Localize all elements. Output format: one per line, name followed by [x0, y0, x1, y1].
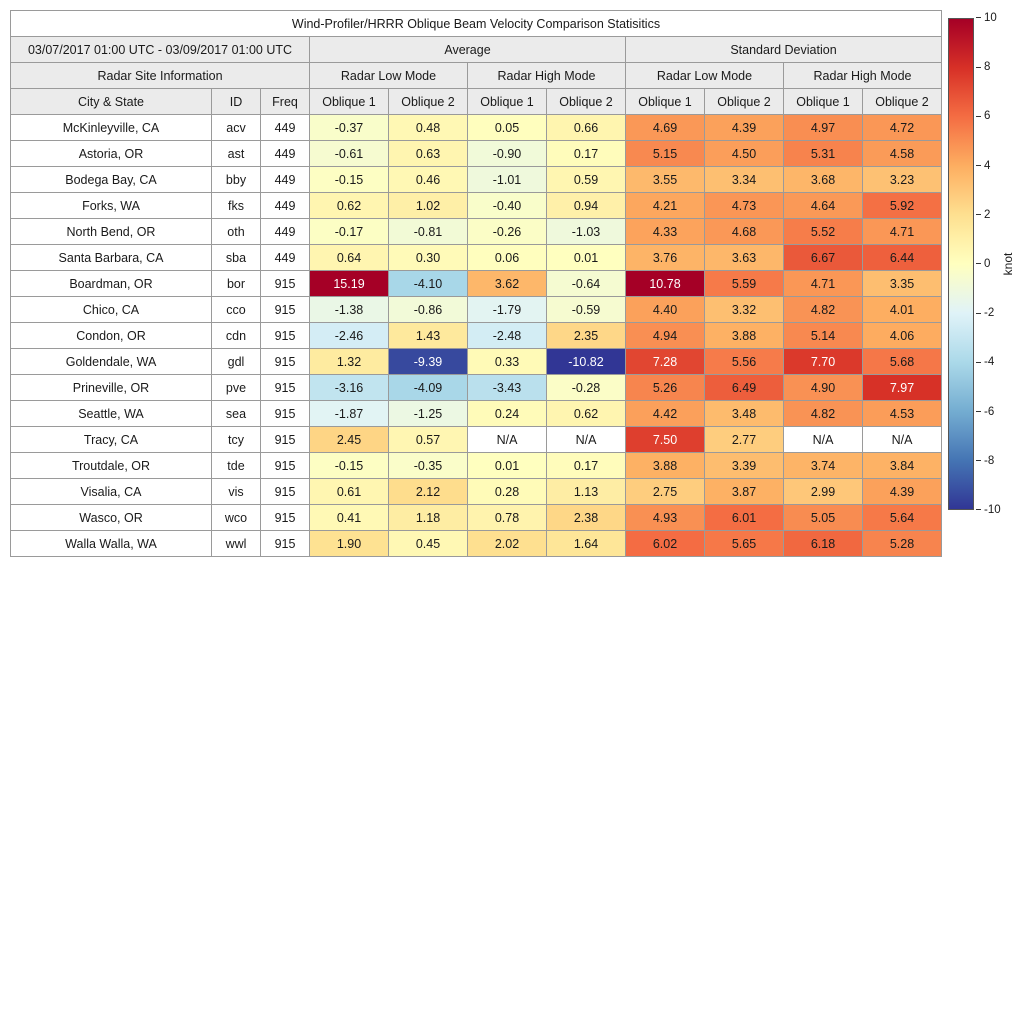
cell-value: 4.21	[626, 193, 705, 219]
column-header-6: Oblique 2	[547, 89, 626, 115]
cell-value: 5.52	[784, 219, 863, 245]
cell-value: 0.94	[547, 193, 626, 219]
column-header-3: Oblique 1	[310, 89, 389, 115]
colorbar-tick-dash	[976, 509, 981, 510]
cell-id: sea	[212, 401, 261, 427]
cell-value: 5.05	[784, 505, 863, 531]
cell-value: 4.82	[784, 401, 863, 427]
cell-value: 2.12	[389, 479, 468, 505]
cell-value: 3.88	[626, 453, 705, 479]
colorbar-tick-label: 0	[984, 258, 991, 270]
cell-value: 5.65	[705, 531, 784, 557]
cell-city: Boardman, OR	[11, 271, 212, 297]
cell-freq: 449	[261, 167, 310, 193]
cell-value: 1.90	[310, 531, 389, 557]
cell-value: -0.40	[468, 193, 547, 219]
cell-city: Prineville, OR	[11, 375, 212, 401]
mode-header-std-high: Radar High Mode	[784, 63, 942, 89]
cell-id: tcy	[212, 427, 261, 453]
cell-value: 4.58	[863, 141, 942, 167]
cell-value: 3.68	[784, 167, 863, 193]
cell-city: Seattle, WA	[11, 401, 212, 427]
cell-value: 0.17	[547, 141, 626, 167]
cell-value: -0.37	[310, 115, 389, 141]
mode-header-std-low: Radar Low Mode	[626, 63, 784, 89]
colorbar-tick-dash	[976, 165, 981, 166]
colorbar-tick	[976, 258, 990, 270]
colorbar-tick-dash	[976, 411, 981, 412]
colorbar-tick-dash	[976, 263, 981, 264]
cell-value: N/A	[468, 427, 547, 453]
cell-value: 4.39	[863, 479, 942, 505]
cell-value: 3.39	[705, 453, 784, 479]
statistics-heatmap-table	[10, 10, 942, 557]
group-header-average: Average	[310, 37, 626, 63]
cell-value: 7.97	[863, 375, 942, 401]
cell-value: -0.26	[468, 219, 547, 245]
cell-city: Bodega Bay, CA	[11, 167, 212, 193]
cell-freq: 915	[261, 505, 310, 531]
cell-id: wco	[212, 505, 261, 531]
cell-value: 2.77	[705, 427, 784, 453]
cell-value: 1.13	[547, 479, 626, 505]
cell-value: 1.18	[389, 505, 468, 531]
cell-value: 4.39	[705, 115, 784, 141]
group-header-row	[11, 37, 942, 63]
cell-value: 7.28	[626, 349, 705, 375]
cell-value: 4.64	[784, 193, 863, 219]
colorbar-tick-dash	[976, 67, 981, 68]
colorbar-tick-dash	[976, 17, 981, 18]
colorbar-tick	[976, 12, 997, 24]
cell-value: -0.17	[310, 219, 389, 245]
cell-value: 0.59	[547, 167, 626, 193]
table-row	[11, 479, 942, 505]
cell-value: 4.69	[626, 115, 705, 141]
colorbar-tick	[976, 209, 990, 221]
colorbar-tick-label: -2	[984, 307, 995, 320]
cell-value: -0.61	[310, 141, 389, 167]
cell-value: 3.48	[705, 401, 784, 427]
column-header-2: Freq	[261, 89, 310, 115]
cell-value: -3.43	[468, 375, 547, 401]
table-row	[11, 271, 942, 297]
colorbar-tick-dash	[976, 313, 981, 314]
cell-city: Santa Barbara, CA	[11, 245, 212, 271]
cell-city: Condon, OR	[11, 323, 212, 349]
cell-value: -0.15	[310, 167, 389, 193]
cell-value: 6.49	[705, 375, 784, 401]
table-row	[11, 115, 942, 141]
colorbar-tick-label: 8	[984, 61, 991, 74]
cell-value: 4.94	[626, 323, 705, 349]
cell-value: 5.92	[863, 193, 942, 219]
cell-city: Wasco, OR	[11, 505, 212, 531]
cell-freq: 915	[261, 297, 310, 323]
cell-city: McKinleyville, CA	[11, 115, 212, 141]
table-row	[11, 141, 942, 167]
cell-value: 4.01	[863, 297, 942, 323]
cell-value: 3.84	[863, 453, 942, 479]
table-row	[11, 193, 942, 219]
cell-value: 4.73	[705, 193, 784, 219]
cell-value: 0.46	[389, 167, 468, 193]
cell-value: 3.34	[705, 167, 784, 193]
cell-freq: 915	[261, 479, 310, 505]
cell-freq: 449	[261, 193, 310, 219]
cell-id: wwl	[212, 531, 261, 557]
cell-value: 5.31	[784, 141, 863, 167]
colorbar-tick-label: 6	[984, 110, 991, 123]
cell-value: 0.01	[468, 453, 547, 479]
cell-city: Walla Walla, WA	[11, 531, 212, 557]
cell-value: 7.70	[784, 349, 863, 375]
mode-header-avg-high: Radar High Mode	[468, 63, 626, 89]
cell-value: 3.88	[705, 323, 784, 349]
group-header-stddev: Standard Deviation	[626, 37, 942, 63]
cell-value: 0.63	[389, 141, 468, 167]
cell-value: 0.05	[468, 115, 547, 141]
cell-value: 2.38	[547, 505, 626, 531]
cell-value: 0.64	[310, 245, 389, 271]
table-row	[11, 375, 942, 401]
colorbar-tick-dash	[976, 460, 981, 461]
cell-freq: 915	[261, 323, 310, 349]
colorbar-tick-label: -4	[984, 356, 995, 369]
cell-value: 3.32	[705, 297, 784, 323]
column-header-10: Oblique 2	[863, 89, 942, 115]
cell-value: 1.32	[310, 349, 389, 375]
colorbar-tick-label: -8	[984, 454, 995, 467]
cell-value: N/A	[863, 427, 942, 453]
cell-value: 4.06	[863, 323, 942, 349]
cell-value: 15.19	[310, 271, 389, 297]
cell-value: 4.50	[705, 141, 784, 167]
cell-freq: 915	[261, 427, 310, 453]
table-row	[11, 427, 942, 453]
cell-value: -0.64	[547, 271, 626, 297]
cell-value: 0.01	[547, 245, 626, 271]
colorbar-tick-dash	[976, 362, 981, 363]
cell-freq: 915	[261, 349, 310, 375]
cell-value: -0.15	[310, 453, 389, 479]
cell-value: 4.68	[705, 219, 784, 245]
cell-value: 4.71	[784, 271, 863, 297]
cell-freq: 915	[261, 271, 310, 297]
cell-value: 5.64	[863, 505, 942, 531]
colorbar-tick-dash	[976, 116, 981, 117]
cell-value: 1.64	[547, 531, 626, 557]
cell-value: 0.41	[310, 505, 389, 531]
cell-value: 5.14	[784, 323, 863, 349]
cell-value: 5.26	[626, 375, 705, 401]
cell-value: 5.56	[705, 349, 784, 375]
cell-id: cdn	[212, 323, 261, 349]
cell-id: bor	[212, 271, 261, 297]
group-header-site-info: Radar Site Information	[11, 63, 310, 89]
cell-value: 4.90	[784, 375, 863, 401]
colorbar-tick	[976, 504, 1001, 516]
cell-value: 0.24	[468, 401, 547, 427]
cell-city: Visalia, CA	[11, 479, 212, 505]
cell-id: sba	[212, 245, 261, 271]
cell-id: bby	[212, 167, 261, 193]
cell-value: 3.23	[863, 167, 942, 193]
cell-value: -0.35	[389, 453, 468, 479]
cell-value: -0.28	[547, 375, 626, 401]
cell-id: gdl	[212, 349, 261, 375]
cell-value: 0.61	[310, 479, 389, 505]
table-row	[11, 167, 942, 193]
cell-value: -1.87	[310, 401, 389, 427]
cell-value: 0.45	[389, 531, 468, 557]
cell-value: 0.66	[547, 115, 626, 141]
cell-value: 3.87	[705, 479, 784, 505]
cell-value: 3.76	[626, 245, 705, 271]
cell-value: 3.55	[626, 167, 705, 193]
cell-id: tde	[212, 453, 261, 479]
cell-value: 3.35	[863, 271, 942, 297]
column-header-0: City & State	[11, 89, 212, 115]
cell-value: 6.44	[863, 245, 942, 271]
cell-value: N/A	[547, 427, 626, 453]
cell-value: 5.28	[863, 531, 942, 557]
cell-value: 0.78	[468, 505, 547, 531]
cell-value: 0.30	[389, 245, 468, 271]
colorbar-tick-label: 2	[984, 208, 991, 221]
table-row	[11, 349, 942, 375]
cell-freq: 915	[261, 375, 310, 401]
cell-value: 4.97	[784, 115, 863, 141]
cell-value: 6.18	[784, 531, 863, 557]
cell-value: N/A	[784, 427, 863, 453]
colorbar-tick-dash	[976, 214, 981, 215]
column-header-8: Oblique 2	[705, 89, 784, 115]
colorbar-tick-label: -10	[984, 504, 1001, 516]
cell-value: 2.99	[784, 479, 863, 505]
cell-value: 2.75	[626, 479, 705, 505]
cell-value: 0.33	[468, 349, 547, 375]
column-header-9: Oblique 1	[784, 89, 863, 115]
cell-value: 4.82	[784, 297, 863, 323]
cell-value: 3.62	[468, 271, 547, 297]
colorbar-label: knot	[1001, 252, 1015, 276]
cell-value: 6.01	[705, 505, 784, 531]
cell-value: -0.81	[389, 219, 468, 245]
colorbar-gradient	[948, 18, 974, 510]
colorbar-tick	[976, 307, 994, 319]
cell-value: -1.38	[310, 297, 389, 323]
colorbar-tick	[976, 406, 994, 418]
colorbar-tick	[976, 110, 990, 122]
table-row	[11, 453, 942, 479]
cell-value: 3.74	[784, 453, 863, 479]
cell-value: 4.33	[626, 219, 705, 245]
cell-value: 0.48	[389, 115, 468, 141]
cell-freq: 449	[261, 141, 310, 167]
cell-value: 5.15	[626, 141, 705, 167]
cell-id: acv	[212, 115, 261, 141]
cell-value: 1.02	[389, 193, 468, 219]
cell-city: Goldendale, WA	[11, 349, 212, 375]
table-row	[11, 401, 942, 427]
cell-city: Astoria, OR	[11, 141, 212, 167]
colorbar-tick-label: 10	[984, 12, 997, 24]
cell-value: 0.62	[310, 193, 389, 219]
cell-value: -4.09	[389, 375, 468, 401]
column-header-1: ID	[212, 89, 261, 115]
cell-value: -1.79	[468, 297, 547, 323]
period-label: 03/07/2017 01:00 UTC - 03/09/2017 01:00 UTC	[11, 37, 310, 63]
cell-city: Troutdale, OR	[11, 453, 212, 479]
cell-city: Tracy, CA	[11, 427, 212, 453]
cell-freq: 449	[261, 245, 310, 271]
cell-value: -2.48	[468, 323, 547, 349]
cell-value: 4.71	[863, 219, 942, 245]
cell-id: fks	[212, 193, 261, 219]
cell-value: 4.42	[626, 401, 705, 427]
cell-id: pve	[212, 375, 261, 401]
cell-value: 2.45	[310, 427, 389, 453]
cell-value: -10.82	[547, 349, 626, 375]
cell-value: 4.40	[626, 297, 705, 323]
colorbar	[948, 12, 1018, 538]
colorbar-tick-label: -6	[984, 405, 995, 418]
table-row	[11, 531, 942, 557]
cell-value: -2.46	[310, 323, 389, 349]
cell-id: ast	[212, 141, 261, 167]
mode-header-row	[11, 63, 942, 89]
cell-freq: 915	[261, 453, 310, 479]
cell-value: 2.35	[547, 323, 626, 349]
table-row	[11, 297, 942, 323]
cell-value: -3.16	[310, 375, 389, 401]
cell-id: oth	[212, 219, 261, 245]
cell-value: -0.86	[389, 297, 468, 323]
cell-value: 5.59	[705, 271, 784, 297]
cell-value: 0.28	[468, 479, 547, 505]
cell-value: -0.59	[547, 297, 626, 323]
cell-value: 0.57	[389, 427, 468, 453]
cell-value: -0.90	[468, 141, 547, 167]
cell-value: 7.50	[626, 427, 705, 453]
cell-city: North Bend, OR	[11, 219, 212, 245]
column-header-7: Oblique 1	[626, 89, 705, 115]
cell-value: 6.67	[784, 245, 863, 271]
cell-value: 3.63	[705, 245, 784, 271]
cell-value: -1.01	[468, 167, 547, 193]
cell-freq: 449	[261, 219, 310, 245]
colorbar-tick-label: 4	[984, 159, 991, 172]
cell-value: 0.17	[547, 453, 626, 479]
cell-id: vis	[212, 479, 261, 505]
column-header-4: Oblique 2	[389, 89, 468, 115]
colorbar-tick	[976, 455, 994, 467]
table-row	[11, 505, 942, 531]
cell-freq: 915	[261, 401, 310, 427]
cell-value: 0.06	[468, 245, 547, 271]
cell-value: 1.43	[389, 323, 468, 349]
cell-freq: 449	[261, 115, 310, 141]
colorbar-tick	[976, 61, 990, 73]
cell-value: 6.02	[626, 531, 705, 557]
colorbar-tick	[976, 160, 990, 172]
cell-city: Chico, CA	[11, 297, 212, 323]
cell-city: Forks, WA	[11, 193, 212, 219]
cell-value: -9.39	[389, 349, 468, 375]
table-row	[11, 245, 942, 271]
title-row	[11, 11, 942, 37]
cell-freq: 915	[261, 531, 310, 557]
chart-title: Wind-Profiler/HRRR Oblique Beam Velocity Comparison Statisitics	[11, 11, 942, 37]
cell-value: 4.93	[626, 505, 705, 531]
cell-id: cco	[212, 297, 261, 323]
cell-value: 10.78	[626, 271, 705, 297]
cell-value: 4.53	[863, 401, 942, 427]
table-row	[11, 219, 942, 245]
cell-value: 2.02	[468, 531, 547, 557]
table-row	[11, 323, 942, 349]
cell-value: 0.62	[547, 401, 626, 427]
colorbar-tick	[976, 356, 994, 368]
cell-value: -1.03	[547, 219, 626, 245]
cell-value: -1.25	[389, 401, 468, 427]
column-header-row	[11, 89, 942, 115]
cell-value: 4.72	[863, 115, 942, 141]
cell-value: -4.10	[389, 271, 468, 297]
column-header-5: Oblique 1	[468, 89, 547, 115]
cell-value: 5.68	[863, 349, 942, 375]
mode-header-avg-low: Radar Low Mode	[310, 63, 468, 89]
